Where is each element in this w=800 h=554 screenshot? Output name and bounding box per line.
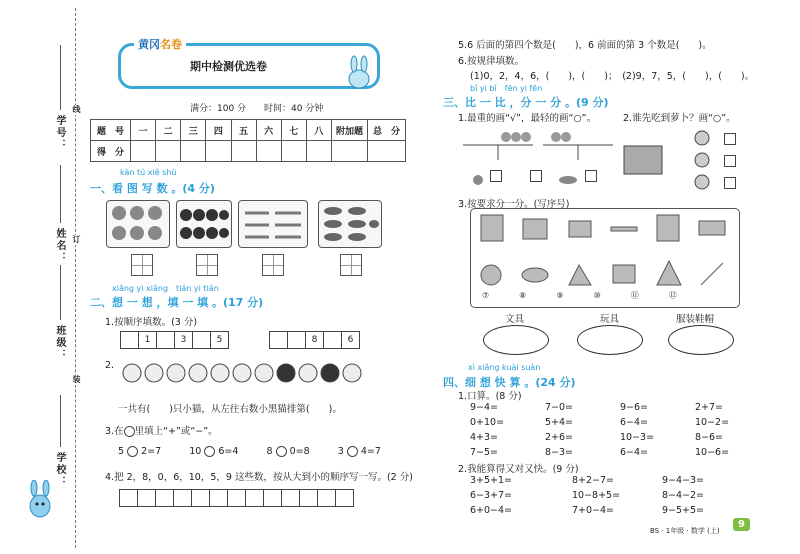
name-label: 姓名：	[54, 228, 65, 264]
sequence-cell[interactable]	[323, 331, 342, 349]
answer-grid[interactable]	[196, 254, 218, 276]
sequence-cell[interactable]	[120, 331, 139, 349]
cut-text-1: 线	[72, 105, 81, 115]
sequence-cell[interactable]	[287, 331, 306, 349]
s3-q2: 2.谁先吃到萝卜？画“○”。	[623, 113, 736, 124]
s3-q1: 1.最重的画“√”，最轻的画“○”。	[458, 113, 597, 124]
rabbit-mascot-icon	[22, 480, 58, 520]
sequence-cells	[121, 331, 360, 349]
order-cell[interactable]	[281, 489, 300, 507]
class-label: 班级：	[54, 325, 65, 361]
score-cell[interactable]	[256, 141, 281, 162]
footer-text: BS · 1年级 · 数学 (上)	[650, 527, 720, 535]
order-cell[interactable]	[119, 489, 138, 507]
page-title: 期中检测优选卷	[190, 60, 267, 73]
picture-balls	[176, 200, 232, 248]
score-cell[interactable]	[281, 141, 306, 162]
sequence-cell: 6	[341, 331, 360, 349]
school-label: 学校：	[54, 452, 65, 488]
calc-col-3: 9−4−3= 8−4−2= 9−5+5=	[662, 475, 705, 516]
score-cell[interactable]	[231, 141, 256, 162]
s4-q2: 2.我能算得又对又快。(9 分)	[458, 464, 579, 475]
answer-grid[interactable]	[131, 254, 153, 276]
sequence-cell: 1	[138, 331, 157, 349]
q2-1-text: 1.按顺序填数。(3 分)	[105, 317, 198, 328]
score-cell[interactable]	[156, 141, 181, 162]
sequence-cell: 3	[174, 331, 193, 349]
oral-col-1: 9−4= 0+10= 4+3= 7−5=	[470, 402, 505, 458]
operator-circle[interactable]	[347, 446, 358, 457]
score-cell[interactable]	[368, 141, 406, 162]
order-cell[interactable]	[263, 489, 282, 507]
answer-box[interactable]	[490, 170, 502, 182]
s4-title: 四、细 想 快 算 。(24 分)	[443, 376, 576, 389]
sequence-cell[interactable]	[156, 331, 175, 349]
order-cells	[120, 489, 354, 507]
score-cell[interactable]	[306, 141, 331, 162]
name-line	[60, 165, 61, 223]
oral-col-2: 7−0= 5+4= 2+6= 8−3=	[545, 402, 574, 458]
order-cell[interactable]	[191, 489, 210, 507]
group-toys: 玩具	[600, 314, 620, 325]
calc-col-2: 8+2−7= 10−8+5= 7+0−4=	[572, 475, 621, 516]
brand-logo: 黄冈名卷	[134, 36, 186, 52]
order-cell[interactable]	[137, 489, 156, 507]
q1-6-text: 6.按规律填数。	[458, 56, 525, 67]
order-cell[interactable]	[317, 489, 336, 507]
answer-grid[interactable]	[340, 254, 362, 276]
q2-2-label: 2.	[105, 360, 115, 371]
oral-col-4: 2+7= 10−2= 8−6= 10−6=	[695, 402, 730, 458]
cut-line	[75, 8, 76, 548]
s3-pinyin: bǐ yi bǐ fēn yi fēn	[470, 84, 543, 93]
answer-oval[interactable]	[483, 325, 549, 355]
answer-grid[interactable]	[262, 254, 284, 276]
bunny-icon	[342, 55, 376, 89]
score-cell[interactable]	[206, 141, 231, 162]
s4-q1: 1.口算。(8 分)	[458, 391, 522, 402]
score-table: 题 号 一 二 三 四 五 六 七 八 附加题 总 分 得 分	[90, 119, 406, 162]
page-number: 9	[733, 518, 750, 531]
picture-eggplants	[318, 200, 382, 248]
answer-box[interactable]	[724, 177, 736, 189]
picture-tomatoes	[106, 200, 170, 248]
order-cell[interactable]	[245, 489, 264, 507]
school-line	[60, 395, 61, 447]
order-cell[interactable]	[173, 489, 192, 507]
picture-pencils	[238, 200, 308, 248]
q2-3-items: 5 2=7 10 6=4 8 0=8 3 4=7	[118, 446, 381, 457]
order-cell[interactable]	[209, 489, 228, 507]
order-cell[interactable]	[299, 489, 318, 507]
s4-pinyin: xì xiǎng kuài suàn	[468, 363, 541, 372]
sequence-cell[interactable]	[269, 331, 288, 349]
animals-carrots-icon	[620, 128, 720, 190]
cats-row-icon	[120, 355, 370, 393]
answer-oval[interactable]	[577, 325, 643, 355]
order-cell[interactable]	[335, 489, 354, 507]
s3-q3: 3.按要求分一分。(写序号)	[458, 199, 570, 210]
sequence-cell[interactable]	[192, 331, 211, 349]
answer-box[interactable]	[585, 170, 597, 182]
oral-col-3: 9−6= 6−4= 10−3= 6−4=	[620, 402, 655, 458]
sequence-cell: 5	[210, 331, 229, 349]
seat-line	[60, 45, 61, 110]
q1-5-text: 5.6 后面的第四个数是( )，6 前面的第 3 个数是( )。	[458, 40, 712, 51]
operator-circle[interactable]	[276, 446, 287, 457]
s1-title: 一、看 图 写 数 。(4 分)	[90, 182, 215, 195]
answer-box[interactable]	[724, 133, 736, 145]
operator-circle[interactable]	[204, 446, 215, 457]
cut-text-2: 订	[72, 235, 81, 245]
exam-meta: 满分：100 分 时间：40 分钟	[190, 104, 324, 114]
sequence-cell: 8	[305, 331, 324, 349]
class-line	[60, 265, 61, 320]
q2-2-text: 一共有( )只小猫，从左往右数小黑猫排第( )。	[118, 404, 342, 415]
score-cell[interactable]	[131, 141, 156, 162]
operator-circle[interactable]	[127, 446, 138, 457]
answer-oval[interactable]	[668, 325, 734, 355]
binding-strip	[0, 0, 95, 554]
score-cell[interactable]	[181, 141, 206, 162]
order-cell[interactable]	[227, 489, 246, 507]
s3-title: 三、比 一 比 ，分 一 分 。(9 分)	[443, 96, 609, 109]
q2-4-text: 4.把 2，8，0，6，10，5，9 这些数，按从大到小的顺序写一写。(2 分)	[105, 472, 413, 483]
item-numbers: ⑦ ⑧ ⑨ ⑩ ⑪ ⑫	[482, 291, 677, 300]
s2-title: 二、想 一 想 ，填 一 填 。(17 分)	[90, 296, 264, 309]
group-stationery: 文具	[505, 314, 525, 325]
s1-pinyin: kàn tú xiě shù	[120, 168, 177, 177]
circle-icon	[124, 426, 135, 437]
answer-box[interactable]	[724, 155, 736, 167]
calc-col-1: 3+5+1= 6−3+7= 6+0−4=	[470, 475, 513, 516]
order-cell[interactable]	[155, 489, 174, 507]
q1-6-seq: (1)0，2，4，6，( )，( )； (2)9，7，5，( )，( )。	[470, 71, 755, 82]
score-cell[interactable]	[332, 141, 368, 162]
answer-box[interactable]	[530, 170, 542, 182]
q2-3-text: 3.在 里填上“+”或“−”。	[105, 426, 218, 437]
s2-pinyin: xiǎng yi xiǎng tián yi tián	[112, 284, 219, 293]
seat-label: 学号：	[54, 115, 65, 151]
group-clothing: 服装鞋帽	[676, 314, 715, 325]
cut-text-3: 装	[72, 375, 81, 385]
